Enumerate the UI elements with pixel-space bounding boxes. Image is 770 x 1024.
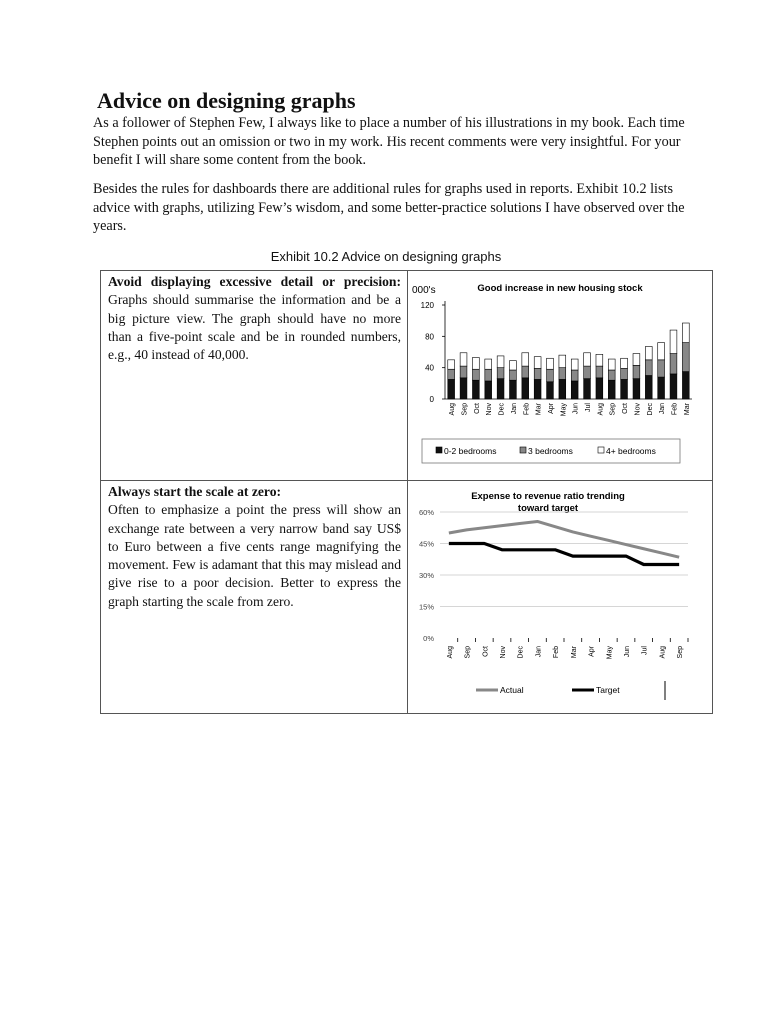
bar-segment-1 (497, 379, 504, 399)
chart-cell (408, 481, 713, 714)
x-tick-label: Jan (535, 646, 543, 658)
y-tick-label: 30% (418, 571, 434, 580)
bar-segment-1 (596, 378, 603, 399)
advice-body: Often to emphasize a point the press will show an exchange rate between a very narrow band say US$ to Euro between a five cents range magnifying the movement. Few is adamant that this may mislead and give rise to a poor decision. Better to express the graph starting the scale from zero. (108, 502, 401, 609)
bar-segment-1 (658, 377, 665, 399)
bar-segment-2 (472, 369, 479, 380)
legend-label: 3 bedrooms (528, 446, 573, 456)
x-tick-label: Oct (482, 646, 490, 657)
bar-segment-3 (571, 359, 578, 370)
y-tick-label: 15% (418, 602, 434, 612)
bar-segment-3 (497, 356, 504, 368)
bar-segment-1 (571, 381, 578, 399)
bar-segment-2 (584, 366, 591, 379)
advice-cell (101, 271, 408, 481)
x-tick-label: Dec (517, 646, 525, 659)
bar-segment-2 (596, 366, 603, 378)
bar-segment-2 (510, 370, 517, 380)
x-tick-label: Nov (486, 403, 494, 416)
bar-segment-2 (522, 366, 529, 378)
chart-title-line-2: toward target (517, 503, 579, 514)
x-tick-label: May (606, 646, 614, 660)
chart-units-label: 000's (412, 285, 436, 296)
bar-segment-3 (633, 354, 640, 366)
chart-cell (408, 271, 713, 481)
bar-segment-3 (658, 343, 665, 360)
second-paragraph: Besides the rules for dashboards there are additional rules for graphs used in reports. Exhibit 10.2 lists advice with graphs, utilizing Few’s wisdom, and some better-practice solutions I have observed over the years. (93, 181, 685, 234)
x-tick-label: Apr (588, 646, 596, 657)
chart-title-line-1: Expense to revenue ratio trending (471, 491, 625, 502)
legend-swatch (520, 447, 526, 453)
intro-paragraph: As a follower of Stephen Few, I always like to place a number of his illustrations in my book. Each time Stephen points out an omission or two in my work. His recent comments were very insightful. For your benefit I will share some content from the book. (93, 115, 685, 168)
ratio-line-chart (408, 481, 712, 708)
x-tick-label: Jan (510, 403, 518, 415)
bar-segment-3 (547, 358, 554, 369)
bar-segment-1 (522, 378, 529, 399)
bar-segment-2 (682, 343, 689, 372)
bar-segment-2 (633, 365, 640, 378)
legend-label: Target (596, 685, 620, 695)
bar-segment-3 (472, 357, 479, 369)
bar-segment-1 (621, 379, 628, 399)
bar-segment-2 (621, 368, 628, 379)
x-tick-label: Aug (659, 646, 667, 659)
y-tick-label: 0% (423, 634, 434, 643)
x-tick-label: Mar (683, 403, 691, 416)
bar-segment-1 (559, 379, 566, 399)
exhibit-caption: Exhibit 10.2 Advice on designing graphs (270, 249, 502, 264)
legend-label: 4+ bedrooms (606, 446, 656, 456)
x-tick-label: Nov (500, 646, 507, 659)
x-tick-label: Feb (553, 646, 561, 659)
x-tick-label: Dec (498, 403, 506, 416)
bar-segment-3 (621, 358, 628, 368)
table-row (101, 271, 713, 481)
y-tick-label: 80 (425, 332, 434, 342)
bar-segment-2 (608, 370, 615, 380)
advice-heading: Avoid displaying excessive detail or precision: (108, 274, 401, 289)
x-tick-label: Aug (446, 646, 454, 659)
y-tick-label: 40 (425, 363, 434, 373)
bar-segment-1 (682, 372, 689, 399)
bar-segment-2 (645, 360, 652, 376)
bar-segment-2 (448, 369, 455, 379)
bar-segment-1 (472, 380, 479, 399)
x-tick-label: Feb (671, 403, 679, 416)
x-tick-label: Oct (473, 403, 481, 414)
series-line-target (449, 544, 679, 565)
y-tick-label: 45% (418, 539, 434, 549)
housing-bar-chart (408, 271, 712, 475)
bar-segment-2 (547, 369, 554, 382)
x-tick-label: Jan (659, 403, 667, 415)
bar-segment-2 (670, 354, 677, 374)
bar-segment-2 (658, 360, 665, 377)
bar-segment-1 (534, 379, 541, 399)
x-tick-label: Jun (624, 646, 631, 658)
x-tick-label: Feb (523, 403, 531, 416)
x-tick-label: Sep (461, 403, 469, 416)
bar-segment-1 (448, 379, 455, 399)
bar-segment-3 (448, 360, 455, 369)
bar-segment-1 (510, 380, 517, 399)
page-title: Advice on designing graphs (97, 88, 356, 113)
y-tick-label: 60% (418, 508, 434, 517)
bar-segment-2 (485, 369, 492, 381)
bar-segment-1 (485, 381, 492, 399)
x-tick-label: Mar (535, 403, 543, 416)
chart-title: Good increase in new housing stock (477, 283, 643, 294)
table-row (101, 481, 713, 714)
bar-segment-2 (559, 368, 566, 380)
bar-segment-2 (534, 368, 541, 379)
x-tick-label: Oct (622, 403, 630, 414)
bar-segment-1 (633, 379, 640, 399)
bar-segment-3 (534, 357, 541, 369)
bar-segment-2 (460, 366, 467, 378)
bar-segment-3 (608, 359, 615, 370)
x-tick-label: Jul (641, 646, 649, 655)
advice-text (108, 483, 401, 611)
bar-segment-1 (608, 380, 615, 399)
bar-segment-1 (460, 378, 467, 399)
x-tick-label: Jul (585, 403, 593, 412)
legend-swatch (598, 447, 604, 453)
bar-segment-3 (596, 354, 603, 366)
x-tick-label: Mar (570, 646, 578, 659)
bar-segment-2 (497, 368, 504, 379)
legend-label: Actual (500, 685, 524, 695)
x-tick-label: Aug (449, 403, 457, 416)
x-tick-label: Sep (677, 646, 685, 659)
bar-segment-1 (547, 382, 554, 399)
advice-cell (101, 481, 408, 714)
advice-heading: Always start the scale at zero: (108, 484, 282, 499)
x-tick-label: Nov (634, 403, 642, 416)
bar-segment-3 (522, 353, 529, 366)
bar-segment-3 (510, 361, 517, 370)
y-tick-label: 0 (429, 395, 434, 404)
x-tick-label: Dec (646, 403, 654, 416)
bar-segment-3 (682, 323, 689, 343)
bar-segment-3 (645, 347, 652, 360)
bar-segment-3 (670, 330, 677, 354)
exhibit-table (100, 270, 713, 714)
legend-label: 0-2 bedrooms (444, 446, 497, 456)
advice-text (108, 273, 401, 364)
x-tick-label: Jun (572, 403, 580, 415)
bar-segment-3 (584, 353, 591, 366)
x-tick-label: Apr (547, 403, 555, 414)
bar-segment-3 (460, 353, 467, 366)
x-tick-label: Sep (464, 646, 472, 659)
bar-segment-3 (485, 359, 492, 369)
x-tick-label: Sep (609, 403, 617, 416)
y-tick-label: 120 (420, 301, 434, 310)
bar-segment-1 (645, 376, 652, 400)
advice-body: Graphs should summarise the information and be a big picture view. The graph should have no more than a five-point scale and be in rounded numbers, e.g., 40 instead of 40,000. (108, 292, 401, 363)
x-tick-label: Aug (597, 403, 605, 416)
bar-segment-1 (584, 379, 591, 399)
bar-segment-3 (559, 355, 566, 368)
bar-segment-2 (571, 370, 578, 381)
legend-swatch (436, 447, 442, 453)
bar-segment-1 (670, 374, 677, 399)
x-tick-label: May (560, 403, 568, 417)
